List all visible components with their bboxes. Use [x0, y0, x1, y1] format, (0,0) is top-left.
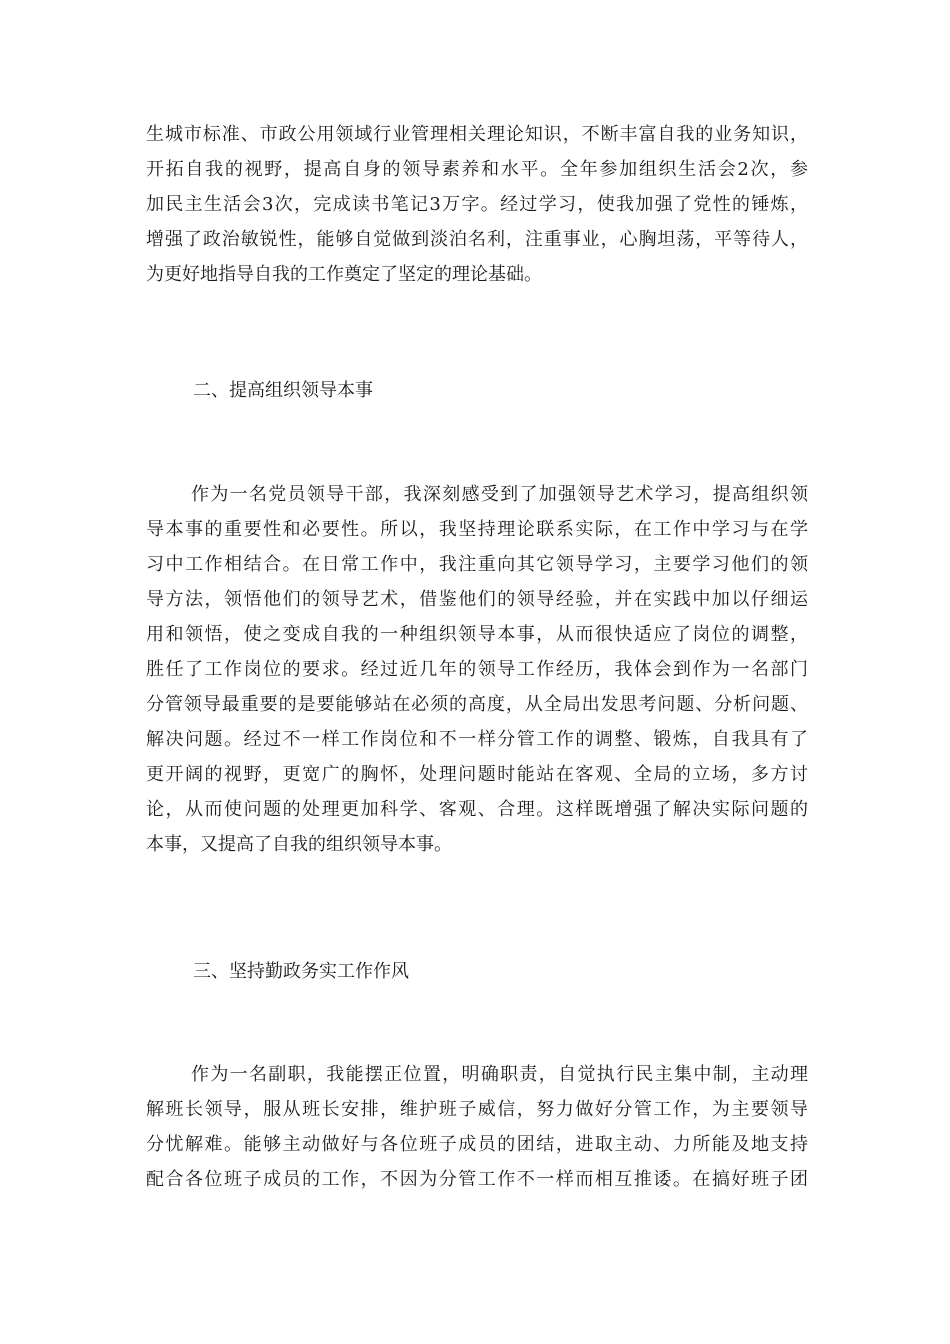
- section-heading-3: 三、坚持勤政务实工作作风: [193, 961, 409, 982]
- paragraph-2-line: 用和领悟，使之变成自我的一种组织领导本事，从而很快适应了岗位的调整，: [146, 624, 808, 645]
- paragraph-2-line: 作为一名党员领导干部，我深刻感受到了加强领导艺术学习，提高组织领: [191, 484, 808, 505]
- paragraph-2: [146, 477, 808, 862]
- paragraph-3-line: 解班长领导，服从班长安排，维护班子威信，努力做好分管工作，为主要领导: [146, 1099, 808, 1120]
- paragraph-3-line: 分忧解难。能够主动做好与各位班子成员的团结，进取主动、力所能及地支持: [146, 1134, 808, 1155]
- paragraph-3: [146, 1057, 808, 1197]
- paragraph-1: [146, 117, 808, 292]
- section-heading-2: 二、提高组织领导本事: [193, 380, 373, 401]
- paragraph-2-line: 导本事的重要性和必要性。所以，我坚持理论联系实际，在工作中学习与在学: [146, 519, 808, 540]
- paragraph-1-line: 开拓自我的视野，提高自身的领导素养和水平。全年参加组织生活会2次，参: [146, 159, 808, 180]
- paragraph-2-line: 解决问题。经过不一样工作岗位和不一样分管工作的调整、锻炼，自我具有了: [146, 729, 808, 750]
- paragraph-2-line: 论，从而使问题的处理更加科学、客观、合理。这样既增强了解决实际问题的: [146, 799, 808, 820]
- paragraph-2-line: 更开阔的视野，更宽广的胸怀，处理问题时能站在客观、全局的立场，多方讨: [146, 764, 808, 785]
- paragraph-2-line: 本事，又提高了自我的组织领导本事。: [146, 834, 452, 855]
- paragraph-2-line: 导方法，领悟他们的领导艺术，借鉴他们的领导经验，并在实践中加以仔细运: [146, 589, 808, 610]
- paragraph-2-line: 习中工作相结合。在日常工作中，我注重向其它领导学习，主要学习他们的领: [146, 554, 808, 575]
- paragraph-1-line: 增强了政治敏锐性，能够自觉做到淡泊名利，注重事业，心胸坦荡，平等待人，: [146, 229, 808, 250]
- paragraph-3-line: 作为一名副职，我能摆正位置，明确职责，自觉执行民主集中制，主动理: [191, 1064, 808, 1085]
- paragraph-1-line: 生城市标准、市政公用领域行业管理相关理论知识，不断丰富自我的业务知识，: [146, 124, 808, 145]
- paragraph-3-line: 配合各位班子成员的工作，不因为分管工作不一样而相互推诿。在搞好班子团: [146, 1169, 808, 1190]
- paragraph-1-line: 为更好地指导自我的工作奠定了坚定的理论基础。: [146, 264, 542, 285]
- paragraph-1-line: 加民主生活会3次，完成读书笔记3万字。经过学习，使我加强了党性的锤炼，: [146, 194, 808, 215]
- paragraph-2-line: 分管领导最重要的是要能够站在必须的高度，从全局出发思考问题、分析问题、: [146, 694, 808, 715]
- paragraph-2-line: 胜任了工作岗位的要求。经过近几年的领导工作经历，我体会到作为一名部门: [146, 659, 808, 680]
